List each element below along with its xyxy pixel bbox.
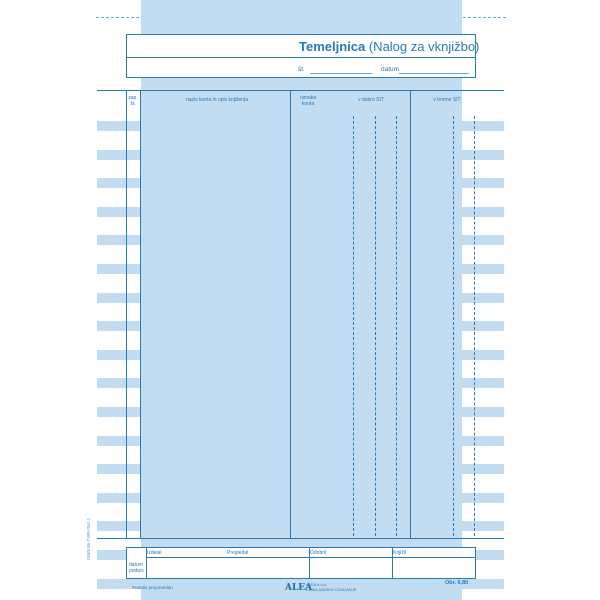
number-field[interactable] — [310, 73, 372, 74]
entries-table — [97, 90, 504, 539]
footer-col-divider — [309, 548, 310, 578]
date-label: datum — [381, 66, 400, 73]
entry-row[interactable] — [97, 293, 504, 303]
entry-row[interactable] — [97, 207, 504, 217]
form-code: Obr. 6,80 — [445, 580, 469, 586]
entry-row[interactable] — [97, 464, 504, 474]
header-divider — [127, 57, 475, 58]
form-title — [299, 39, 479, 54]
form-title-bold: Temeljnica — [299, 39, 366, 54]
form-title-rest: (Nalog za vknjižbo) — [365, 39, 480, 54]
footer-col-divider — [146, 548, 147, 578]
footer-col-divider — [392, 548, 393, 578]
entry-row[interactable] — [97, 378, 504, 388]
brand-logo: ALEA — [285, 583, 313, 593]
entry-row[interactable] — [97, 407, 504, 417]
entry-row[interactable] — [97, 150, 504, 160]
credit-digit-divider — [474, 116, 475, 536]
table-top-rule — [97, 90, 504, 91]
entry-row[interactable] — [97, 121, 504, 131]
debit-digit-divider — [353, 116, 354, 536]
entry-row[interactable] — [97, 235, 504, 245]
number-label: št. — [298, 66, 305, 73]
column-header-debit: v dobro SIT — [358, 97, 384, 103]
date-field[interactable] — [399, 73, 469, 74]
footer-label-date-signature: datum podpis — [129, 562, 144, 574]
footer-label-prepared: Izdelal — [147, 550, 162, 556]
entry-row[interactable] — [97, 350, 504, 360]
entry-row[interactable] — [97, 493, 504, 503]
footer-label-checked: Pregledal — [227, 550, 249, 556]
column-header-credit: v breme SIT — [433, 97, 461, 103]
reprint-notice: Ponatis prepovedan — [132, 585, 173, 590]
footer-label-posted: Knjižil — [393, 550, 407, 556]
entry-row[interactable] — [97, 178, 504, 188]
table-bottom-rule — [97, 538, 504, 539]
isbn-side-text: ISBN 86-7395-052-1 — [86, 517, 91, 560]
debit-digit-divider — [396, 116, 397, 536]
col-divider-amounts — [410, 90, 411, 539]
column-header-account-name: naziv konta in opis knjiženja — [186, 97, 248, 103]
entry-row[interactable] — [97, 521, 504, 531]
credit-digit-divider — [453, 116, 454, 536]
col-divider-zap — [126, 90, 127, 539]
col-divider-name — [140, 90, 141, 539]
header-box — [126, 34, 480, 78]
footer-signature-box — [126, 547, 476, 579]
entry-row[interactable] — [97, 321, 504, 331]
col-divider-account — [290, 90, 291, 539]
column-header-account-number: oznaka konta — [299, 95, 317, 107]
footer-divider — [147, 557, 475, 558]
footer-label-approved: Odobril — [310, 550, 327, 556]
column-header-zap: zap. št. — [128, 95, 138, 107]
entry-row[interactable] — [97, 264, 504, 274]
entry-row[interactable] — [97, 436, 504, 446]
debit-digit-divider — [375, 116, 376, 536]
company-name: ALEA d.o.o. LJUBLJANSKO IZDAJANJE — [306, 582, 357, 592]
